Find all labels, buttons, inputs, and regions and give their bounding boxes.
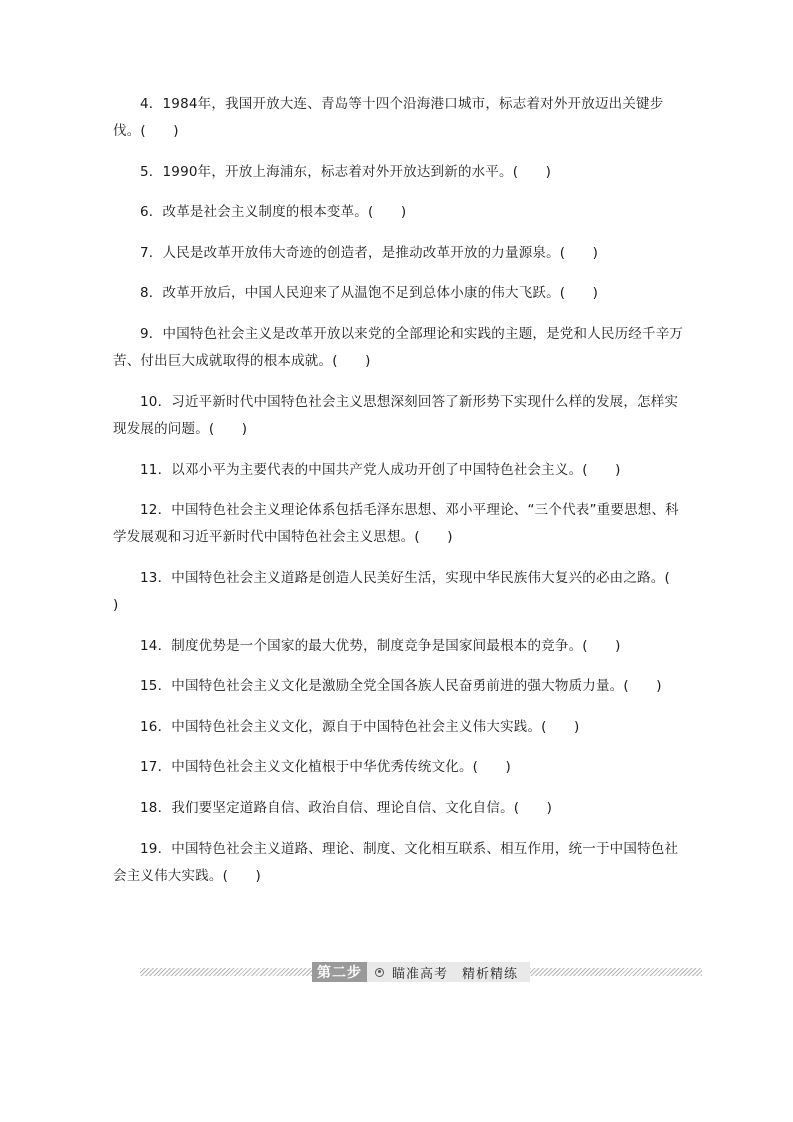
question-number: 9． xyxy=(140,326,163,342)
question-text: 中国特色社会主义文化植根于中华优秀传统文化。( ) xyxy=(171,759,512,775)
question-number: 12． xyxy=(140,502,172,518)
question-text: 改革开放后，中国人民迎来了从温饱不足到总体小康的伟大飞跃。( ) xyxy=(162,285,599,301)
question-17 xyxy=(113,754,685,781)
target-icon xyxy=(375,968,384,977)
hatch-divider-left xyxy=(140,968,312,976)
question-text: 人民是改革开放伟大奇迹的创造者，是推动改革开放的力量源泉。( ) xyxy=(162,245,599,261)
question-12 xyxy=(113,497,685,551)
question-number: 15． xyxy=(140,678,172,694)
section-header xyxy=(140,962,702,982)
question-text: 中国特色社会主义理论体系包括毛泽东思想、邓小平理论、“三个代表”重要思想、科学发展观和习近平新时代中国特色社会主义思想。( ) xyxy=(113,502,679,545)
question-7 xyxy=(113,240,685,267)
question-number: 16． xyxy=(140,719,172,735)
question-text: 我们要坚定道路自信、政治自信、理论自信、文化自信。( ) xyxy=(171,800,553,816)
question-18 xyxy=(113,795,685,822)
question-number: 8． xyxy=(140,285,163,301)
question-number: 19． xyxy=(140,841,172,857)
question-text: 中国特色社会主义道路是创造人民美好生活，实现中华民族伟大复兴的必由之路。( ) xyxy=(113,570,698,613)
question-number: 14． xyxy=(140,638,172,654)
section-title: 瞄准高考 精析精练 xyxy=(392,966,519,982)
question-9 xyxy=(113,321,685,375)
question-number: 5． xyxy=(140,164,163,180)
question-number: 6． xyxy=(140,204,163,220)
question-text: 制度优势是一个国家的最大优势，制度竞争是国家间最根本的竞争。( ) xyxy=(171,638,621,654)
question-text: 中国特色社会主义文化是激励全党全国各族人民奋勇前进的强大物质力量。( ) xyxy=(171,678,662,694)
question-13 xyxy=(113,565,698,619)
question-8 xyxy=(113,280,685,307)
question-number: 7． xyxy=(140,245,163,261)
question-number: 10． xyxy=(140,394,172,410)
question-text: 改革是社会主义制度的根本变革。( ) xyxy=(162,204,407,220)
question-19 xyxy=(113,836,685,890)
question-text: 中国特色社会主义文化，源自于中国特色社会主义伟大实践。( ) xyxy=(171,719,580,735)
question-number: 11． xyxy=(140,462,172,478)
question-6 xyxy=(113,199,685,226)
question-4 xyxy=(113,91,685,145)
question-text: 1990年，开放上海浦东，标志着对外开放达到新的水平。( ) xyxy=(162,164,552,180)
question-text: 习近平新时代中国特色社会主义思想深刻回答了新形势下实现什么样的发展，怎样实现发展的问题。( ) xyxy=(113,394,679,437)
question-text: 中国特色社会主义道路、理论、制度、文化相互联系、相互作用，统一于中国特色社会主义伟大实践。( ) xyxy=(113,841,679,884)
question-text: 以邓小平为主要代表的中国共产党人成功开创了中国特色社会主义。( ) xyxy=(171,462,621,478)
question-number: 18． xyxy=(140,800,172,816)
question-5 xyxy=(113,159,685,186)
step-label: 第二步 xyxy=(312,962,367,982)
hatch-divider-right xyxy=(530,968,702,976)
question-number: 13． xyxy=(140,570,172,586)
question-14 xyxy=(113,633,685,660)
question-11 xyxy=(113,457,685,484)
question-number: 17． xyxy=(140,759,172,775)
section-header-center xyxy=(312,962,530,982)
question-text: 1984年，我国开放大连、青岛等十四个沿海港口城市，标志着对外开放迈出关键步伐。( ) xyxy=(113,96,664,139)
question-number: 4． xyxy=(140,96,163,112)
question-16 xyxy=(113,714,685,741)
question-text: 中国特色社会主义是改革开放以来党的全部理论和实践的主题，是党和人民历经千辛万苦、付出巨大成就取得的根本成就。( ) xyxy=(113,326,684,369)
question-15 xyxy=(113,673,685,700)
question-10 xyxy=(113,389,685,443)
